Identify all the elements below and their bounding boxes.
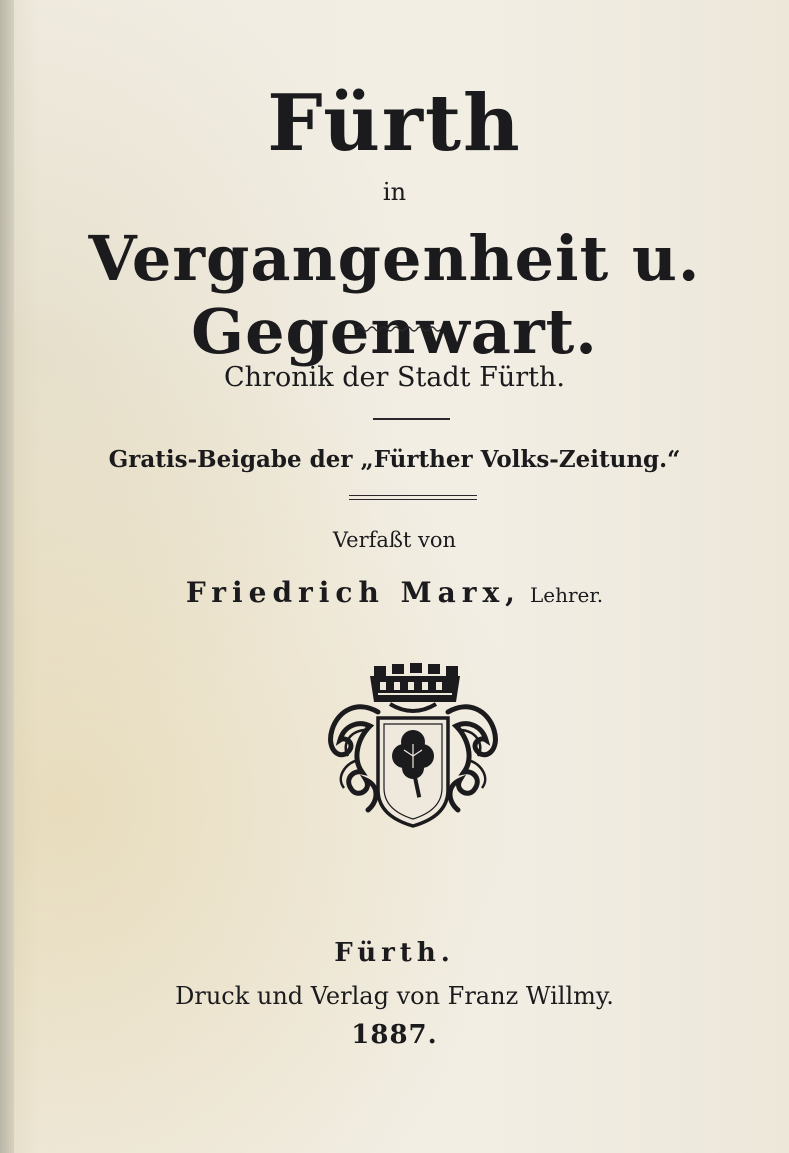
chronicle-line: Chronik der Stadt Fürth. [224,362,565,393]
title-connector: in [382,178,407,206]
author-name: Friedrich Marx, [185,576,521,609]
imprint-year: 1887. [351,1020,438,1050]
author-role: Lehrer. [530,583,604,607]
wavy-divider [357,325,443,333]
written-by-label: Verfaßt von [332,528,457,552]
supplement-line: Gratis-Beigabe der „Fürther Volks-Zeitung.“ [108,446,681,473]
book-subtitle: Vergangenheit u. Gegenwart. [88,222,701,368]
author-line [0,576,789,609]
book-title: Fürth [267,78,522,169]
imprint-publisher: Druck und Verlag von Franz Willmy. [175,982,614,1010]
double-rule-divider [349,495,477,500]
short-rule-divider [373,418,450,420]
coat-of-arms-cloverleaf-icon [318,660,508,830]
imprint-place: Fürth. [334,938,455,968]
